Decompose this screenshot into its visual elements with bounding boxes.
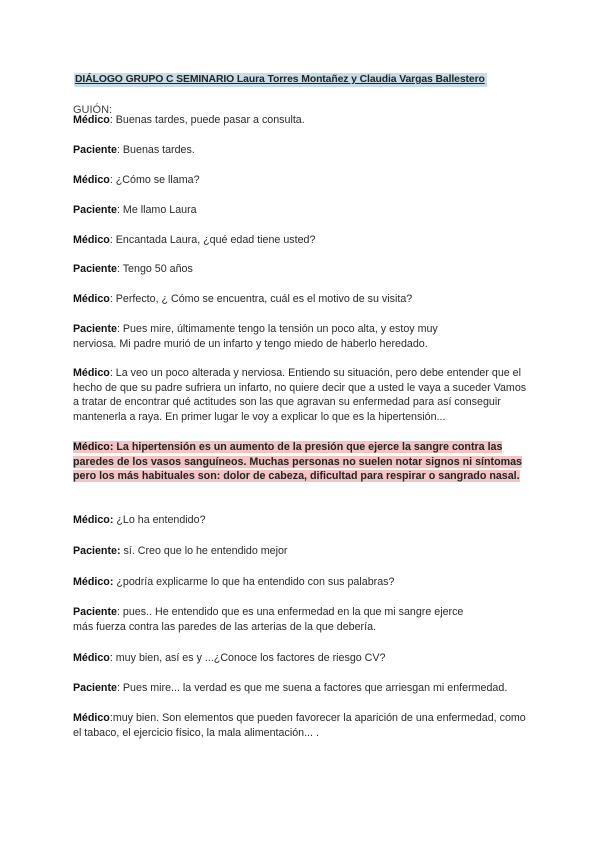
speaker-label: Médico xyxy=(73,652,110,664)
speaker-separator: : xyxy=(109,234,116,246)
speaker-label: Paciente xyxy=(73,263,117,275)
speaker-label: Médico xyxy=(73,293,110,305)
speaker-separator: : xyxy=(116,204,123,216)
speaker-label: Médico xyxy=(73,234,110,246)
turn-text: Me llamo Laura xyxy=(122,204,197,216)
script-label: GUIÓN: xyxy=(73,104,113,116)
turn-text: ¿Cómo se llama? xyxy=(115,174,200,186)
dialogue-turn xyxy=(73,113,531,128)
speaker-separator: : xyxy=(116,682,123,694)
turn-text: Buenas tardes. xyxy=(122,144,195,156)
speaker-label: Médico xyxy=(73,114,110,126)
highlighted-passage xyxy=(73,441,522,482)
dialogue-turn xyxy=(73,143,531,158)
dialogue-turn xyxy=(73,575,531,590)
speaker-label: Médico: xyxy=(73,514,114,526)
speaker-label: Paciente: xyxy=(73,545,121,557)
dialogue-turn xyxy=(73,203,531,218)
speaker-separator: : xyxy=(109,712,113,724)
turn-text: Perfecto, ¿ Cómo se encuentra, cuál es el motivo de su visita? xyxy=(115,293,413,305)
dialogue-turn xyxy=(73,292,531,307)
dialogue-turn xyxy=(73,681,531,696)
speaker-label: Paciente xyxy=(73,323,117,335)
turn-text: pues.. He entendido que es una enfermedad en la que mi sangre ejerce más fuerza contra las paredes de las arterias de la que debería. xyxy=(73,606,464,633)
speaker-separator: : xyxy=(116,606,123,618)
speaker-separator: : xyxy=(109,367,116,379)
turn-text: Pues mire, últimamente tengo la tensión un poco alta, y estoy muy nerviosa. Mi padre murió de un infarto y tengo miedo de haberlo heredado. xyxy=(73,323,438,350)
turn-text: muy bien, así es y ...¿Conoce los factores de riesgo CV? xyxy=(115,652,386,664)
turn-text: La hipertensión es un aumento de la presión que ejerce la sangre contra las paredes de los vasos sanguíneos. Muchas personas no suelen notar signos ni síntomas pero los más habituales son: dolor de cabeza, dificultad para respirar o sangrado nasal. xyxy=(73,441,523,482)
dialogue-turn xyxy=(73,605,473,634)
turn-text: Tengo 50 años xyxy=(122,263,193,275)
turn-text: Pues mire... la verdad es que me suena a factores que arriesgan mi enfermedad. xyxy=(122,682,508,694)
dialogue-turn xyxy=(73,544,531,559)
turn-text: La veo un poco alterada y nerviosa. Entiendo su situación, pero debe entender que el hecho de que su padre sufriera un infarto, no quiere decir que a usted le vaya a suceder Vamos a tratar de encontrar qué actitudes son las que agravan su enfermedad para así conseguir mantenerla a raya. En primer lugar le voy a explicar lo que es la hipertensión... xyxy=(73,367,527,423)
speaker-label: Paciente xyxy=(73,144,117,156)
turn-text: Encantada Laura, ¿qué edad tiene usted? xyxy=(115,234,316,246)
speaker-separator: : xyxy=(109,293,116,305)
dialogue-turn xyxy=(73,651,531,666)
turn-text: ¿podría explicarme lo que ha entendido con sus palabras? xyxy=(116,576,395,588)
dialogue-turn xyxy=(73,322,473,351)
dialogue-turn xyxy=(73,233,531,248)
dialogue-turn xyxy=(73,711,531,740)
speaker-label: Médico: xyxy=(73,441,114,453)
speaker-label: Paciente xyxy=(73,204,117,216)
speaker-separator: : xyxy=(109,114,116,126)
turn-text: Buenas tardes, puede pasar a consulta. xyxy=(115,114,305,126)
dialogue-turn xyxy=(73,262,531,277)
highlighted-dialogue-turn xyxy=(73,440,531,484)
dialogue-turn xyxy=(73,513,531,528)
speaker-label: Médico: xyxy=(73,576,114,588)
speaker-separator: : xyxy=(116,144,123,156)
speaker-label: Médico xyxy=(73,174,110,186)
turn-text: ¿Lo ha entendido? xyxy=(116,514,206,526)
speaker-separator: : xyxy=(116,323,123,335)
turn-text: muy bien. Son elementos que pueden favorecer la aparición de una enfermedad, como el tabaco, el ejercicio físico, la mala alimentación... . xyxy=(73,712,526,739)
speaker-label: Paciente xyxy=(73,682,117,694)
dialogue-turn xyxy=(73,366,531,424)
speaker-label: Médico xyxy=(73,367,110,379)
speaker-separator: : xyxy=(109,652,116,664)
turn-text: sí. Creo que lo he entendido mejor xyxy=(123,545,288,557)
speaker-separator: : xyxy=(109,174,116,186)
document-title: DIÁLOGO GRUPO C SEMINARIO Laura Torres Montañez y Claudia Vargas Ballestero xyxy=(75,74,485,85)
speaker-label: Médico xyxy=(73,712,110,724)
dialogue-turn xyxy=(73,173,531,188)
speaker-label: Paciente xyxy=(73,606,117,618)
speaker-separator: : xyxy=(116,263,123,275)
